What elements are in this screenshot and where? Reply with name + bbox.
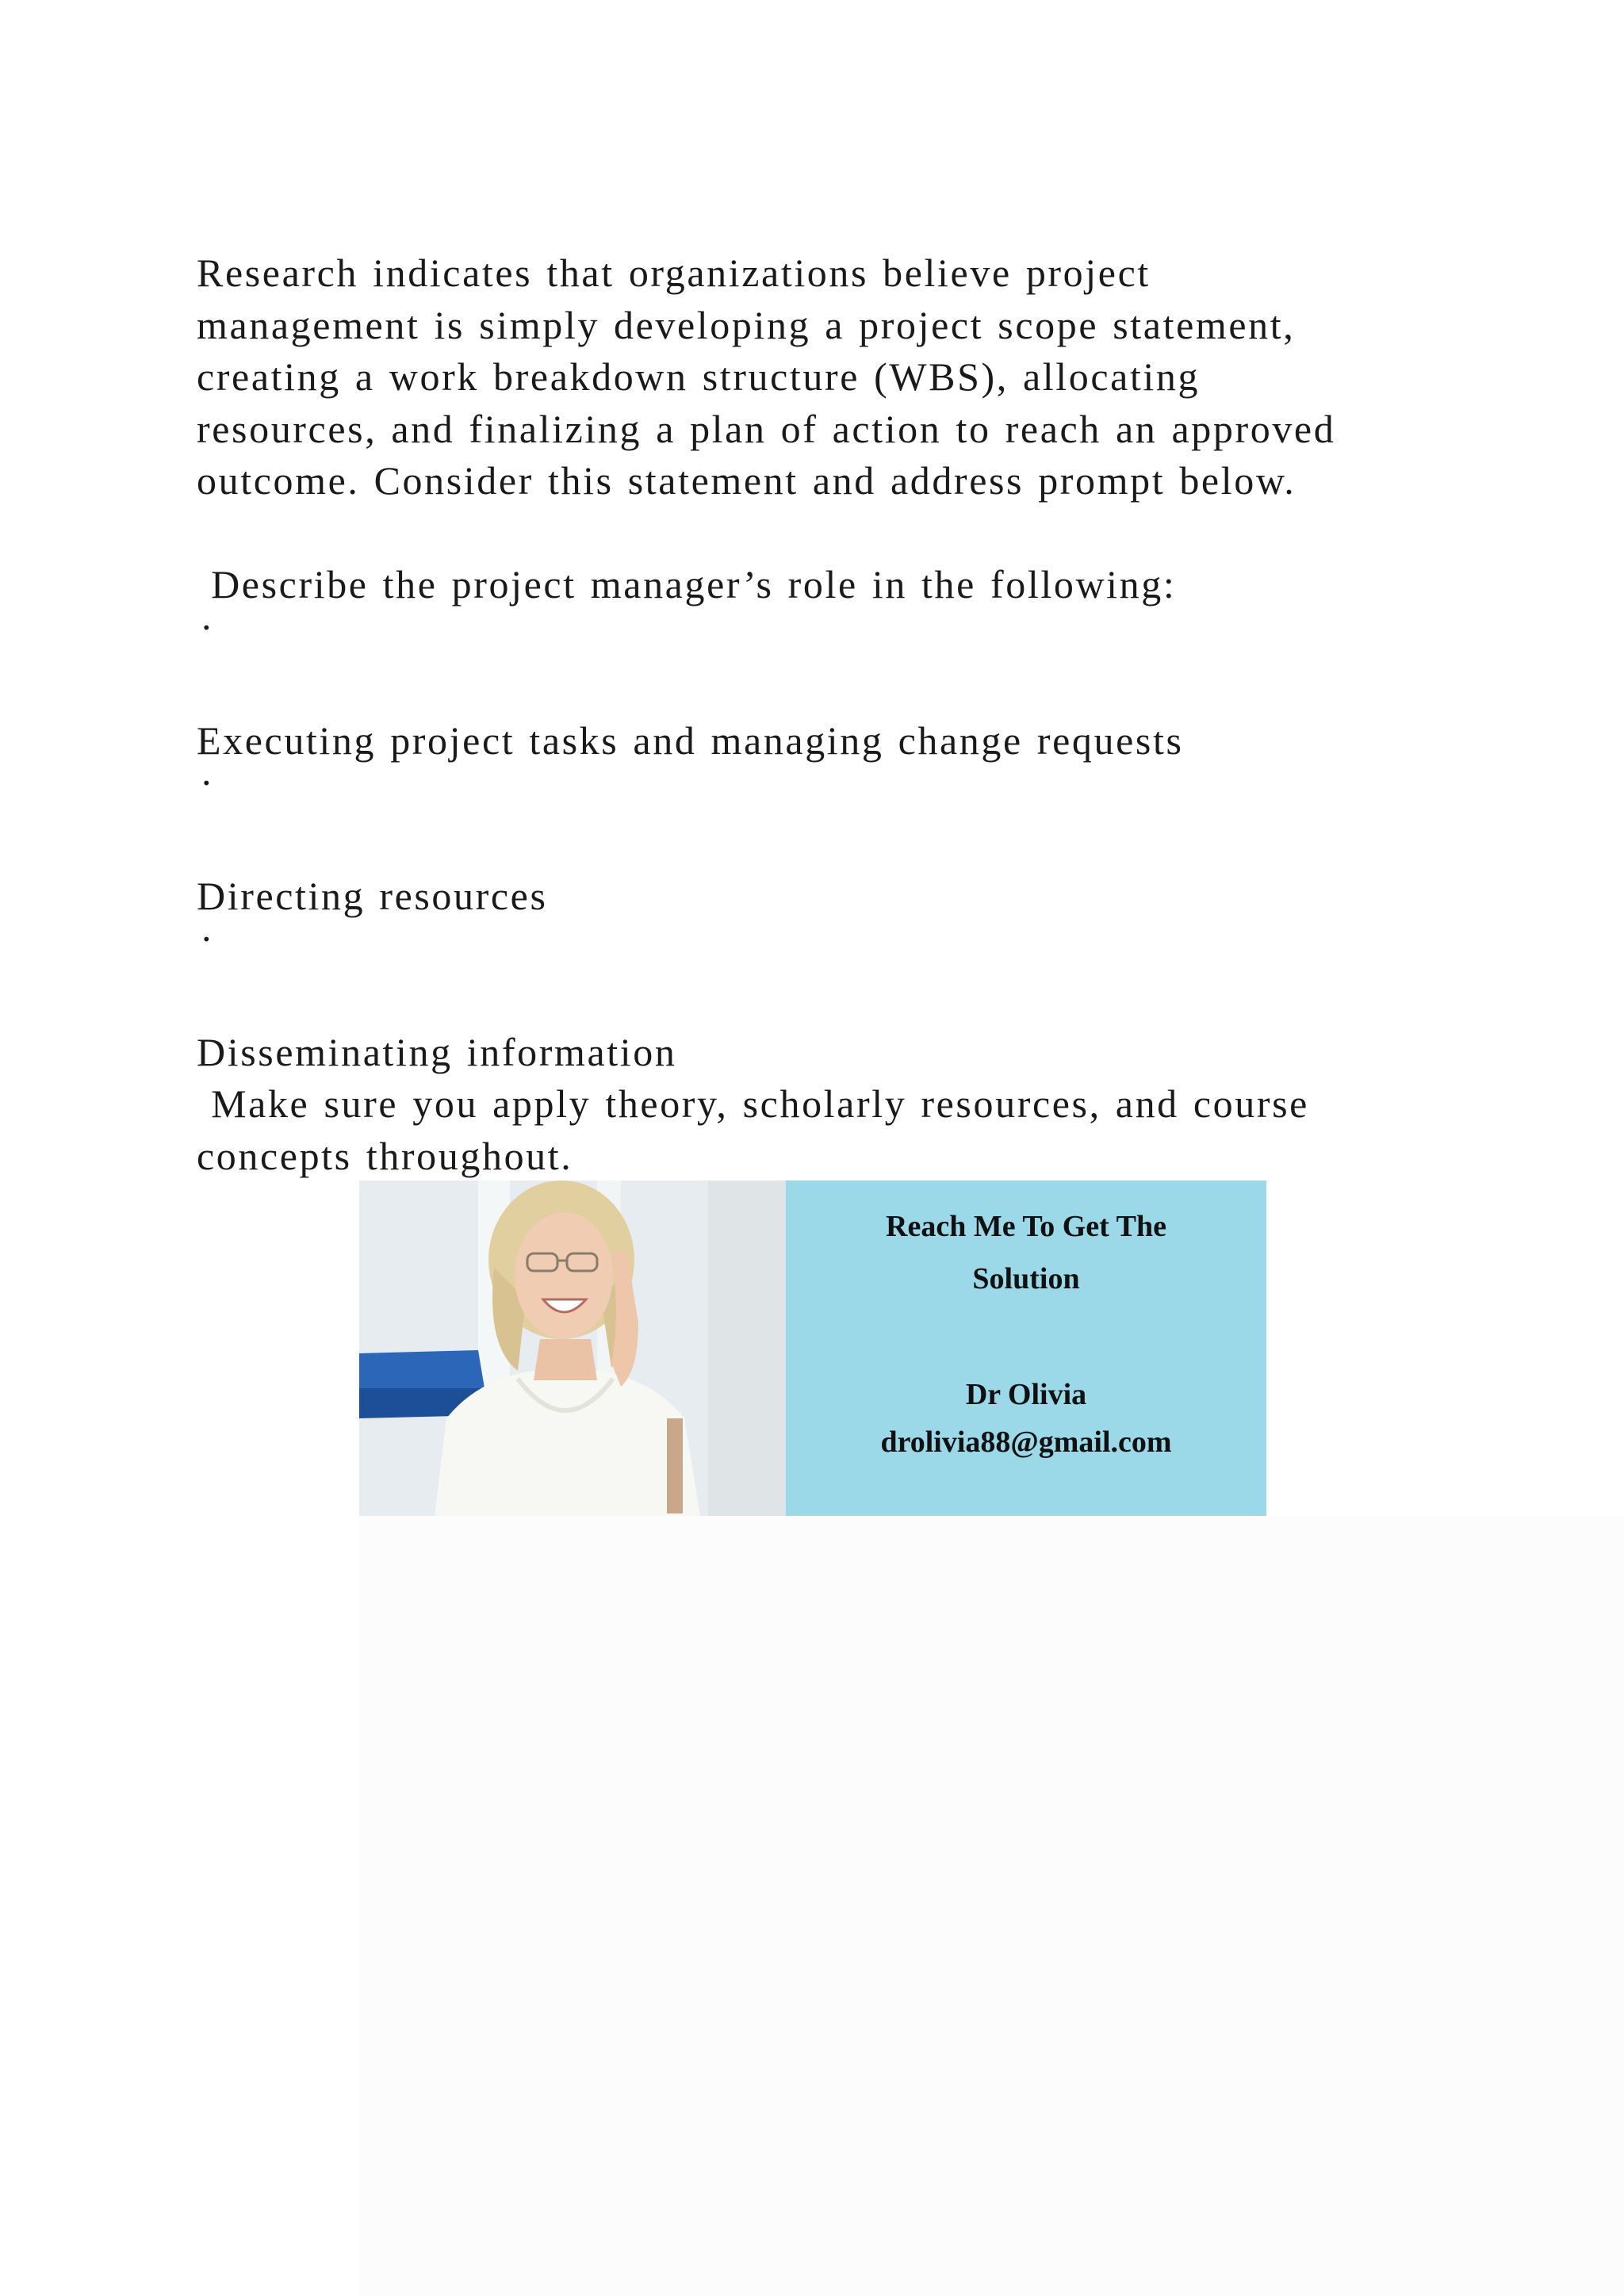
contact-name: Dr Olivia — [965, 1378, 1087, 1411]
photo-illustration — [359, 1181, 786, 1516]
list-item: Executing project tasks and managing change requests — [197, 718, 1184, 763]
paragraph-line: management is simply developing a project scope statement, — [197, 302, 1296, 347]
closing-line: concepts throughout. — [197, 1133, 573, 1178]
paragraph-line: outcome. Consider this statement and address prompt below. — [197, 458, 1297, 503]
blank-line — [197, 663, 1434, 715]
list-item: Directing resources — [197, 874, 548, 918]
cta-heading-line1: Reach Me To Get The — [886, 1210, 1166, 1243]
contact-email: drolivia88@gmail.com — [880, 1425, 1172, 1459]
cta-heading-line2: Solution — [972, 1262, 1080, 1295]
paragraph-line: resources, and finalizing a plan of action to reach an approved — [197, 406, 1336, 451]
paragraph-line: creating a work breakdown structure (WBS), allocating — [197, 354, 1201, 399]
bullet-marker: · — [200, 604, 216, 649]
blank-line — [197, 507, 1434, 560]
bullet-marker: · — [200, 916, 216, 961]
bullet-marker: · — [200, 760, 216, 805]
blank-area — [359, 1516, 1624, 2296]
woman-photo — [359, 1181, 786, 1516]
list-item: Disseminating information — [197, 1029, 677, 1074]
contact-panel — [786, 1181, 1266, 1516]
contact-banner — [359, 1181, 1266, 1516]
blank-line — [197, 974, 1434, 1027]
closing-line: Make sure you apply theory, scholarly resources, and course — [197, 1081, 1309, 1126]
paragraph-line: Research indicates that organizations believe project — [197, 251, 1151, 295]
prompt-intro: Describe the project manager’s role in the following: — [197, 562, 1177, 607]
blank-line — [197, 819, 1434, 871]
document-text — [197, 247, 1434, 1182]
